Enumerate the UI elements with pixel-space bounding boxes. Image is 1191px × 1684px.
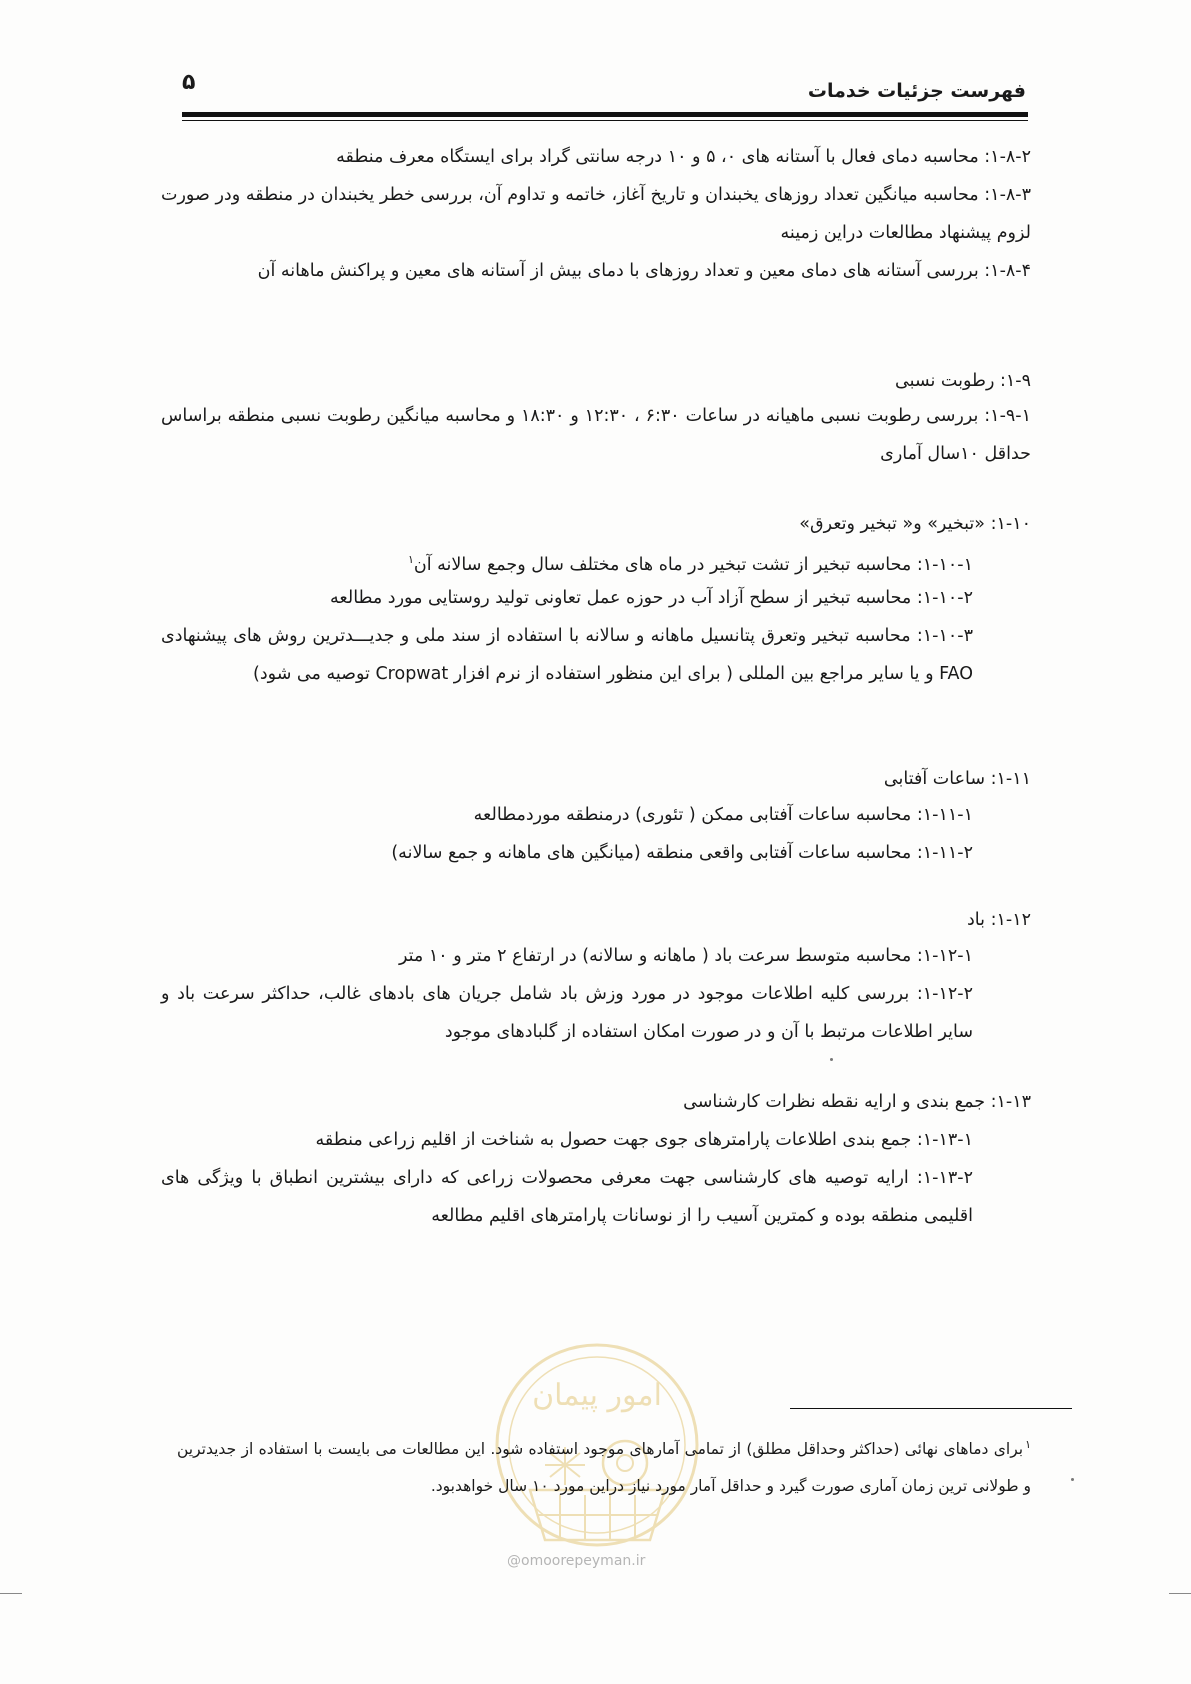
section-1-9-heading: ۱-۹: رطوبت نسبی [895, 371, 1031, 391]
footnote [177, 1426, 1031, 1505]
item-1-10-1 [406, 541, 973, 584]
item-1-11-2: ۱-۱۱-۲: محاسبه ساعات آفتابی واقعی منطقه (میانگین های ماهانه و جمع سالانه) [391, 843, 973, 863]
page-number: ۵ [182, 70, 196, 95]
item-1-8-3: ۱-۸-۳: محاسبه میانگین تعداد روزهای یخبندان و تاریخ آغاز، خاتمه و تداوم آن، بررسی خطر یخبندان در منطقه ودر صورت لزوم پیشنهاد مطالعات دراین زمینه [161, 185, 1031, 243]
section-1-10-heading: ۱-۱۰: «تبخیر» و« تبخیر وتعرق» [799, 514, 1031, 534]
item-1-12-1: ۱-۱۲-۱: محاسبه متوسط سرعت باد ( ماهانه و سالانه) در ارتفاع ۲ متر و ۱۰ متر [398, 946, 973, 966]
item-1-12-2: ۱-۱۲-۲: بررسی کلیه اطلاعات موجود در مورد وزش باد شامل جریان های بادهای غالب، حداکثر سرعت باد و سایر اطلاعات مرتبط با آن و در صورت امکان استفاده از گلبادهای موجود [161, 984, 973, 1042]
section-1-12-heading: ۱-۱۲: باد [967, 910, 1031, 930]
section-1-11-heading: ۱-۱۱: ساعات آفتابی [883, 769, 1031, 789]
item-1-10-3: ۱-۱۰-۳: محاسبه تبخیر وتعرق پتانسیل ماهانه و سالانه با استفاده از سند ملی و جدیـــدترین روش های پیشنهادی FAO و یا سایر مراجع بین المللی ( برای این منظور استفاده از نرم افزار Cropwat توصیه می شود) [161, 626, 973, 684]
page-header-title: فهرست جزئیات خدمات [807, 80, 1026, 102]
item-1-10-2: ۱-۱۰-۲: محاسبه تبخیر از سطح آزاد آب در حوزه عمل تعاونی تولید روستایی مورد مطالعه [330, 588, 973, 608]
item-1-9-1: ۱-۹-۱: بررسی رطوبت نسبی ماهیانه در ساعات ۶:۳۰ ، ۱۲:۳۰ و ۱۸:۳۰ و محاسبه میانگین رطوبت نسبی منطقه براساس حداقل ۱۰سال آماری [161, 406, 1031, 464]
item-1-8-4: ۱-۸-۴: بررسی آستانه های دمای معین و تعداد روزهای با دمای بیش از آستانه های معین و پراکنش ماهانه آن [257, 261, 1031, 281]
watermark-url: @omoorepeyman.ir [507, 1553, 646, 1569]
header-rule-thick [182, 112, 1028, 117]
scan-edge-mark [0, 1593, 22, 1594]
item-1-13-2: ۱-۱۳-۲: ارایه توصیه های کارشناسی جهت معرفی محصولات زراعی که دارای بیشترین انطباق با ویژگی های اقلیمی منطقه بوده و کمترین آسیب را از نوسانات پارامترهای اقلیم مطالعه [161, 1168, 973, 1226]
footnote-rule [790, 1408, 1072, 1409]
item-1-11-1: ۱-۱۱-۱: محاسبه ساعات آفتابی ممکن ( تئوری) درمنطقه موردمطالعه [473, 805, 973, 825]
scan-speck [830, 1058, 833, 1061]
scan-speck [1071, 1478, 1074, 1481]
header-rule-thin [182, 120, 1028, 121]
item-1-13-1: ۱-۱۳-۱: جمع بندی اطلاعات پارامترهای جوی جهت حصول به شناخت از اقلیم زراعی منطقه [315, 1130, 973, 1150]
item-1-8-2: ۱-۸-۲: محاسبه دمای فعال با آستانه های ۰، ۵ و ۱۰ درجه سانتی گراد برای ایستگاه معرف منطقه [336, 147, 1031, 167]
section-1-13-heading: ۱-۱۳: جمع بندی و ارایه نقطه نظرات کارشناسی [683, 1092, 1031, 1112]
item-1-10-1-text: ۱-۱۰-۱: محاسبه تبخیر از تشت تبخیر در ماه های مختلف سال وجمع سالانه آن [413, 554, 973, 575]
footnote-marker: ۱ [1025, 1438, 1031, 1451]
scan-edge-mark [1169, 1593, 1191, 1594]
footnote-ref: ۱ [407, 553, 414, 566]
stamp-text: امور پیمان [532, 1378, 662, 1413]
footnote-text: برای دماهای نهائی (حداکثر وحداقل مطلق) از تمامی آمارهای موجود استفاده شود. این مطالعات می بایست با استفاده از جدیدترین و طولانی ترین زمان آماری صورت گیرد و حداقل آمار مورد نیاز دراین مورد ۱۰ سال خواهدبود. [177, 1440, 1031, 1496]
